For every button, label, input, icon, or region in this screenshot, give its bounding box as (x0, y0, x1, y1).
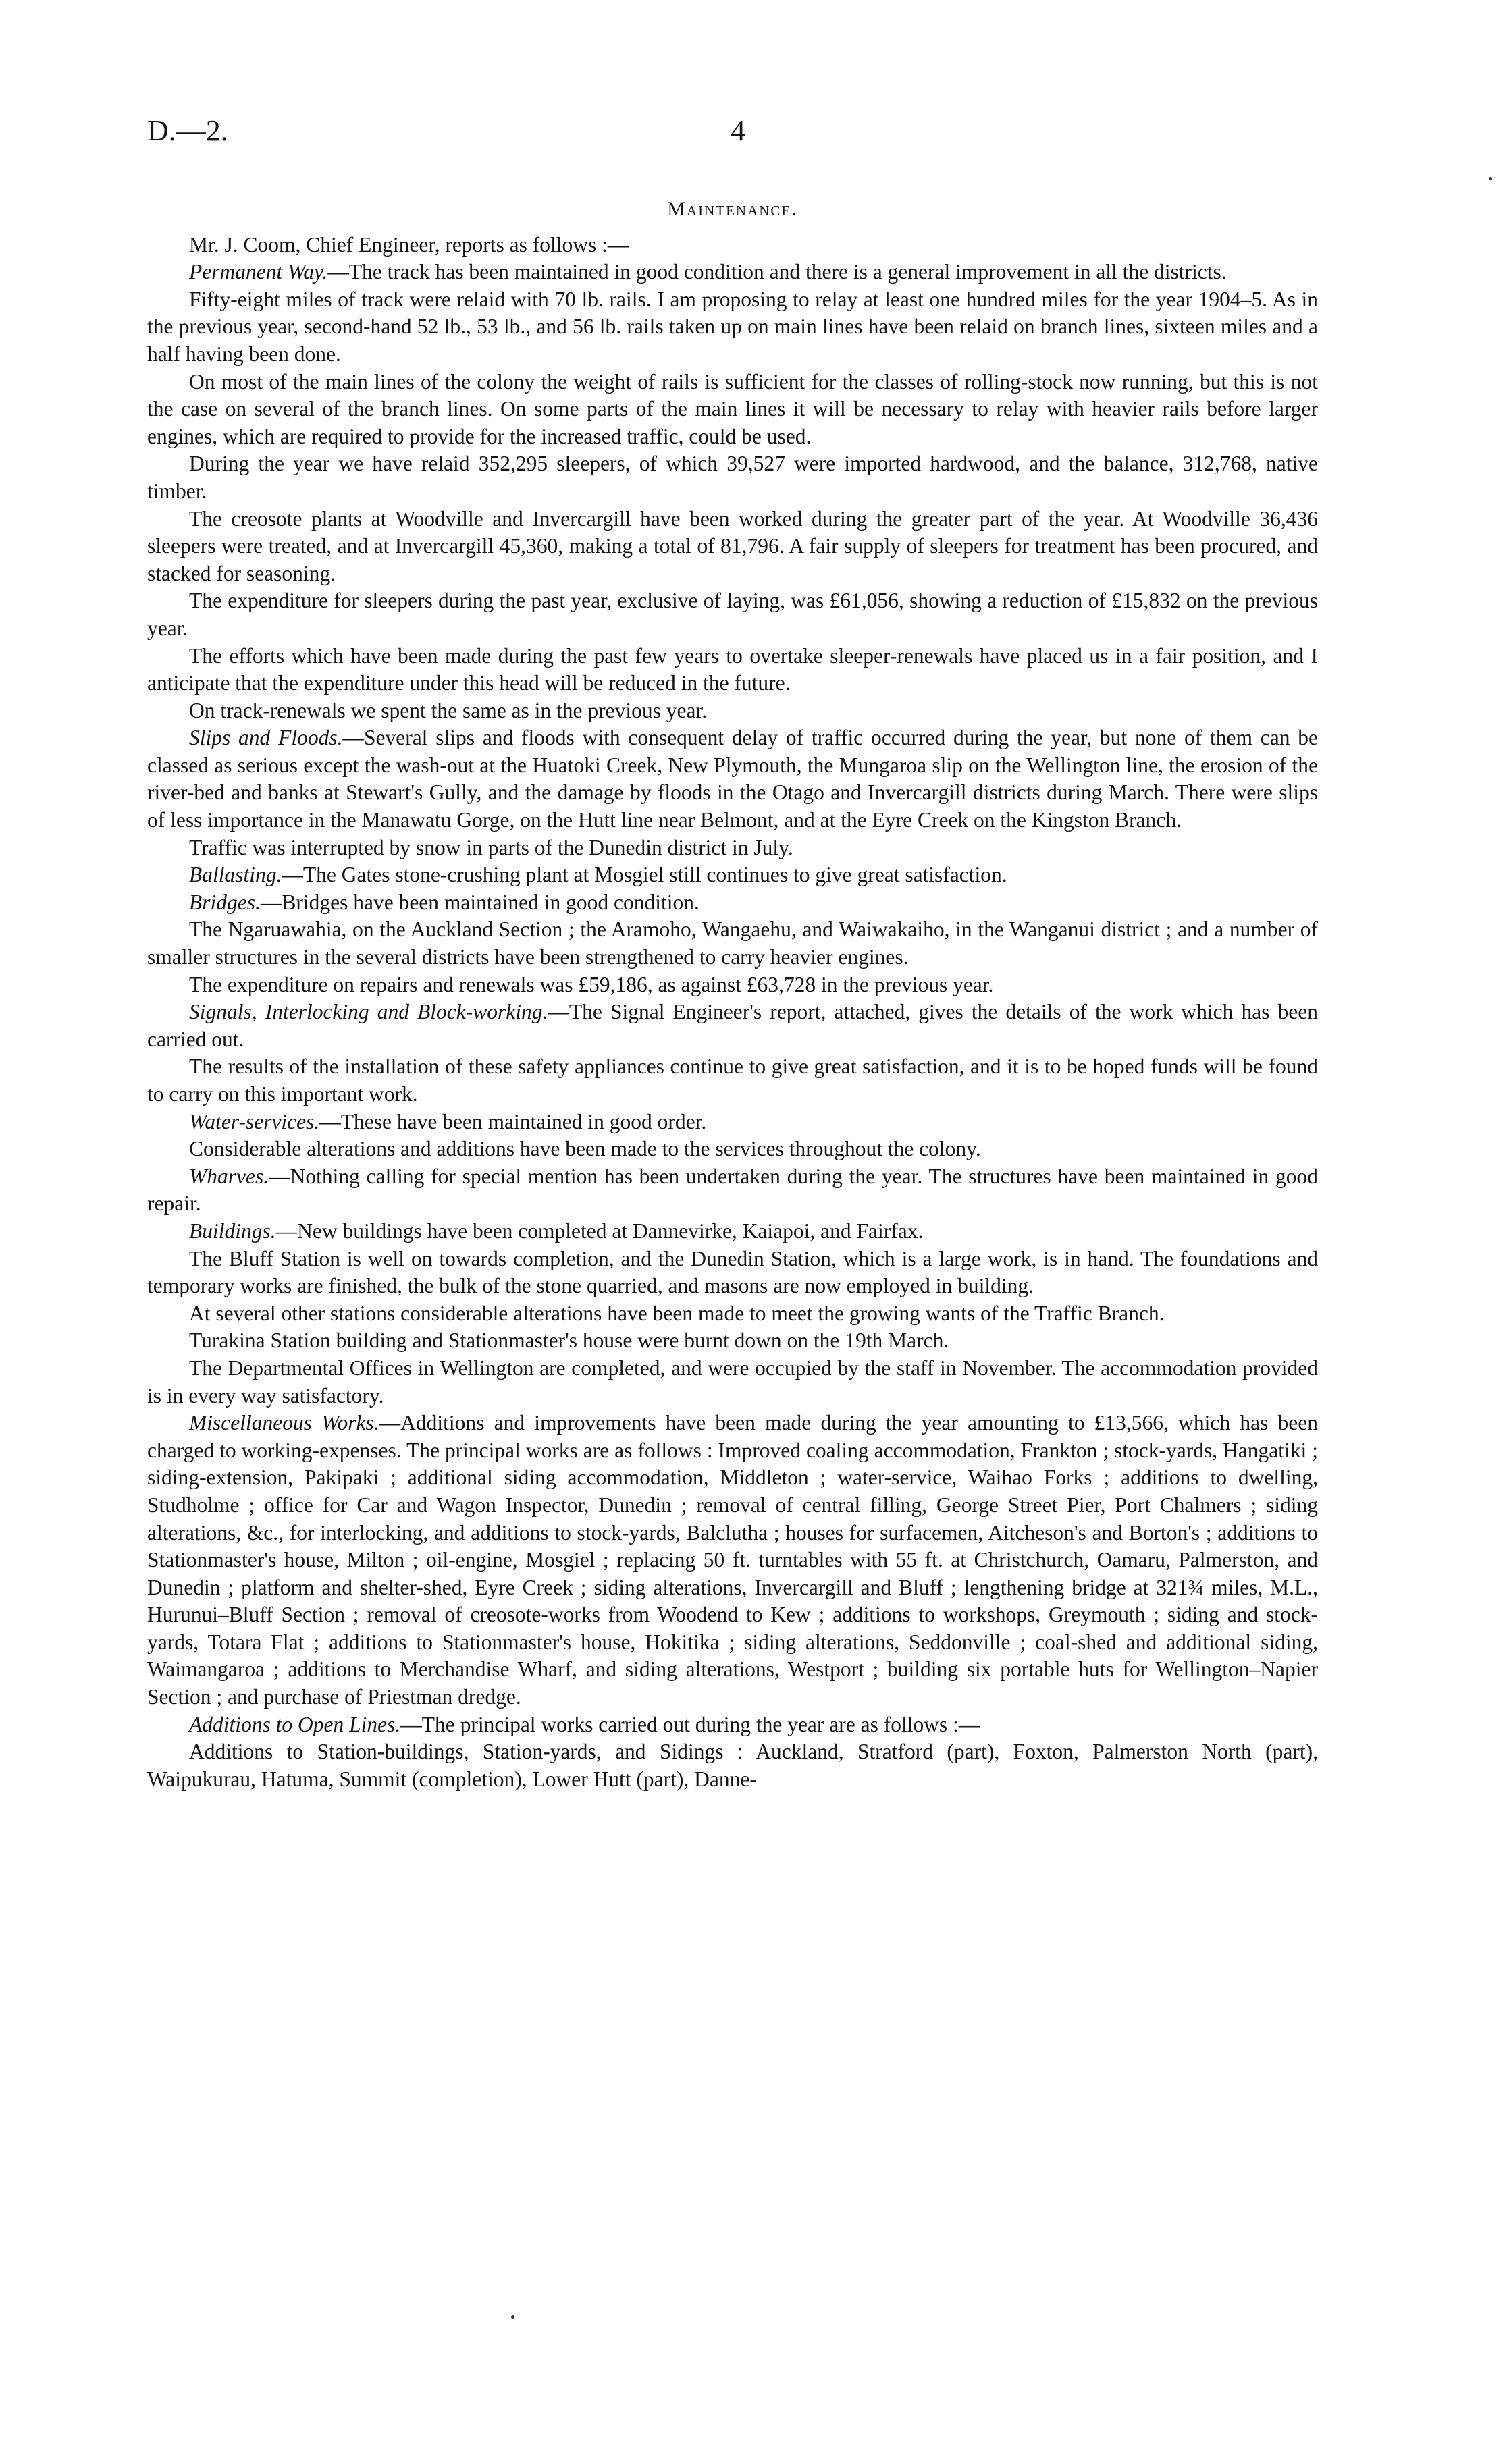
document-body (147, 196, 1318, 1793)
paragraph-heading: Signals, Interlocking and Block-working. (189, 1000, 548, 1024)
paragraph (147, 724, 1318, 834)
paragraph-text: On most of the main lines of the colony the weight of rails is sufficient for the classes of rolling-stock now running, but this is not the case on several of the branch lines. On some parts of the main lines it will be necessary to relay with heavier rails before larger engines, which are required to provide for the increased traffic, could be used. (147, 369, 1318, 448)
paragraph (147, 1163, 1318, 1218)
paragraph-text: The Ngaruawahia, on the Auckland Section ; the Aramoho, Wangaehu, and Waiwakaiho, in the Wanganui district ; and a number of smaller structures in the several districts have been strengthened to carry heavier engines. (147, 917, 1318, 969)
paragraph-heading: Buildings. (189, 1218, 276, 1243)
paragraph (147, 1711, 1318, 1739)
page-header (0, 113, 1507, 154)
paragraph (147, 1053, 1318, 1108)
paragraph-heading: Permanent Way. (189, 260, 328, 284)
paragraph-text: —Additions and improvements have been made during the year amounting to £13,566, which has been charged to working-expenses. The principal works are as follows : Improved coaling accommodation, Frankton ; stock-yards, Hangatiki ; siding-extension, Pakipaki ; additional siding accommodation, Middleton ; water-service, Waihao Forks ; additions to dwelling, Studholme ; office for Car and Wagon Inspector, Dunedin ; removal of central filling, George Street Pier, Port Chalmers ; siding alterations, &c., for interlocking, and additions to stock-yards, Balclutha ; houses for surfacemen, Aitcheson's and Borton's ; additions to Stationmaster's house, Milton ; oil-engine, Mosgiel ; replacing 50 ft. turntables with 55 ft. at Christchurch, Oamaru, Palmerston, and Dunedin ; platform and shelter-shed, Eyre Creek ; siding alterations, Invercargill and Bluff ; lengthening bridge at 321¾ miles, M.L., Hurunui–Bluff Section ; removal of creosote-works from Woodend to Kew ; additions to workshops, Greymouth ; siding and stock-yards, Totara Flat ; additions to Stationmaster's house, Hokitika ; siding alterations, Seddonville ; coal-shed and additional siding, Waimangaroa ; additions to Merchandise Wharf, and siding alterations, Westport ; building six portable huts for Wellington–Napier Section ; and purchase of Priestman dredge. (147, 1411, 1318, 1709)
paragraph-text: The creosote plants at Woodville and Invercargill have been worked during the greater part of the year. At Woodville 36,436 sleepers were treated, and at Invercargill 45,360, making a total of 81,796. A fair supply of sleepers for treatment has been procured, and stacked for seasoning. (147, 506, 1318, 585)
paragraph (147, 1327, 1318, 1355)
paragraph-heading: Ballasting. (189, 863, 282, 887)
paragraph-heading: Water-services. (189, 1109, 320, 1133)
paragraph-text: —New buildings have been completed at Dannevirke, Kaiapoi, and Fairfax. (275, 1218, 924, 1243)
paragraph-text: Traffic was interrupted by snow in parts of the Dunedin district in July. (189, 835, 793, 859)
paragraph (147, 916, 1318, 971)
paragraph-text: The results of the installation of these safety appliances continue to give great satisfaction, and it is to be hoped funds will be found to carry on this important work. (147, 1054, 1318, 1106)
paragraph (147, 259, 1318, 286)
paragraph-list (147, 259, 1318, 1793)
paragraph (147, 861, 1318, 889)
paragraph (147, 971, 1318, 999)
paragraph-text: The expenditure on repairs and renewals was £59,186, as against £63,728 in the previous year. (189, 972, 994, 996)
paragraph-text: Turakina Station building and Stationmaster's house were burnt down on the 19th March. (189, 1329, 949, 1353)
paragraph-heading: Bridges. (189, 890, 261, 914)
paragraph-text: —The Signal Engineer's report, attached, gives the details of the work which has been carried out. (147, 1000, 1318, 1051)
paragraph-heading: Wharves. (189, 1164, 269, 1188)
paragraph-text: At several other stations considerable alterations have been made to meet the growing wants of the Traffic Branch. (189, 1301, 1165, 1325)
paragraph (147, 1108, 1318, 1136)
paragraph (147, 998, 1318, 1053)
paragraph (147, 369, 1318, 451)
paragraph-text: On track-renewals we spent the same as in the previous year. (189, 698, 708, 722)
paragraph (147, 286, 1318, 369)
paragraph-text: —Several slips and floods with consequent delay of traffic occurred during the year, but none of them can be classed as serious except the wash-out at the Huatoki Creek, New Plymouth, the Mungaroa slip on the Wellington line, the erosion of the river-bed and banks at Stewart's Gully, and the damage by floods in the Otago and Invercargill districts during March. There were slips of less importance in the Manawatu Gorge, on the Hutt line near Belmont, and at the Eyre Creek on the Kingston Branch. (147, 726, 1318, 832)
paragraph (147, 643, 1318, 697)
page-dot (511, 2315, 514, 2319)
paragraph-text: Fifty-eight miles of track were relaid with 70 lb. rails. I am proposing to relay at least one hundred miles for the year 1904–5. As in the previous year, second-hand 52 lb., 53 lb., and 56 lb. rails taken up on main lines have been relaid on branch lines, sixteen miles and a half having been done. (147, 287, 1318, 366)
paragraph-text: The efforts which have been made during the past few years to overtake sleeper-renewals have placed us in a fair position, and I anticipate that the expenditure under this head will be reduced in the future. (147, 643, 1318, 695)
paragraph (147, 1218, 1318, 1246)
paragraph-text: Considerable alterations and additions have been made to the services throughout the colony. (189, 1137, 981, 1161)
paragraph (147, 506, 1318, 588)
paragraph-heading: Slips and Floods. (189, 726, 343, 750)
paragraph-heading: Miscellaneous Works. (189, 1411, 379, 1435)
paragraph (147, 1738, 1318, 1793)
paragraph (147, 587, 1318, 642)
paragraph (147, 1300, 1318, 1328)
paragraph-text: —The track has been maintained in good condition and there is a general improvement in all the districts. (327, 260, 1227, 284)
paragraph (147, 1355, 1318, 1410)
section-title: Maintenance. (667, 198, 798, 220)
paragraph-text: —The principal works carried out during the year are as follows :— (400, 1712, 980, 1736)
paragraph-heading: Additions to Open Lines. (189, 1712, 401, 1736)
paragraph-text: —Nothing calling for special mention has been undertaken during the year. The structures have been maintained in good repair. (147, 1164, 1318, 1216)
paragraph (147, 834, 1318, 862)
page-number: 4 (731, 114, 745, 147)
paragraph-text: The Bluff Station is well on towards completion, and the Dunedin Station, which is a large work, is in hand. The foundations and temporary works are finished, the bulk of the stone quarried, and masons are now employed in building. (147, 1246, 1318, 1298)
paragraph-text: During the year we have relaid 352,295 sleepers, of which 39,527 were imported hardwood, and the balance, 312,768, native timber. (147, 452, 1318, 503)
paragraph (147, 1246, 1318, 1300)
intro-paragraph: Mr. J. Coom, Chief Engineer, reports as follows :— (189, 232, 629, 257)
paragraph (147, 889, 1318, 917)
paragraph-text: —The Gates stone-crushing plant at Mosgiel still continues to give great satisfaction. (282, 863, 1007, 887)
paragraph-text: The Departmental Offices in Wellington are completed, and were occupied by the staff in November. The accommodation provided is in every way satisfactory. (147, 1356, 1318, 1408)
paragraph-text: The expenditure for sleepers during the past year, exclusive of laying, was £61,056, showing a reduction of £15,832 on the previous year. (147, 589, 1318, 640)
paragraph (147, 1135, 1318, 1163)
paragraph (147, 1410, 1318, 1711)
paragraph-text: Additions to Station-buildings, Station-yards, and Sidings : Auckland, Stratford (part), Foxton, Palmerston North (part), Waipukurau, Hatuma, Summit (completion), Lower Hutt (part), Danne- (147, 1740, 1318, 1791)
paragraph (147, 697, 1318, 725)
paragraph-text: —These have been maintained in good order. (319, 1109, 707, 1133)
page-mark (1489, 177, 1492, 180)
page-reference: D.—2. (147, 114, 228, 147)
paragraph-text: —Bridges have been maintained in good condition. (260, 890, 699, 914)
paragraph (147, 450, 1318, 505)
